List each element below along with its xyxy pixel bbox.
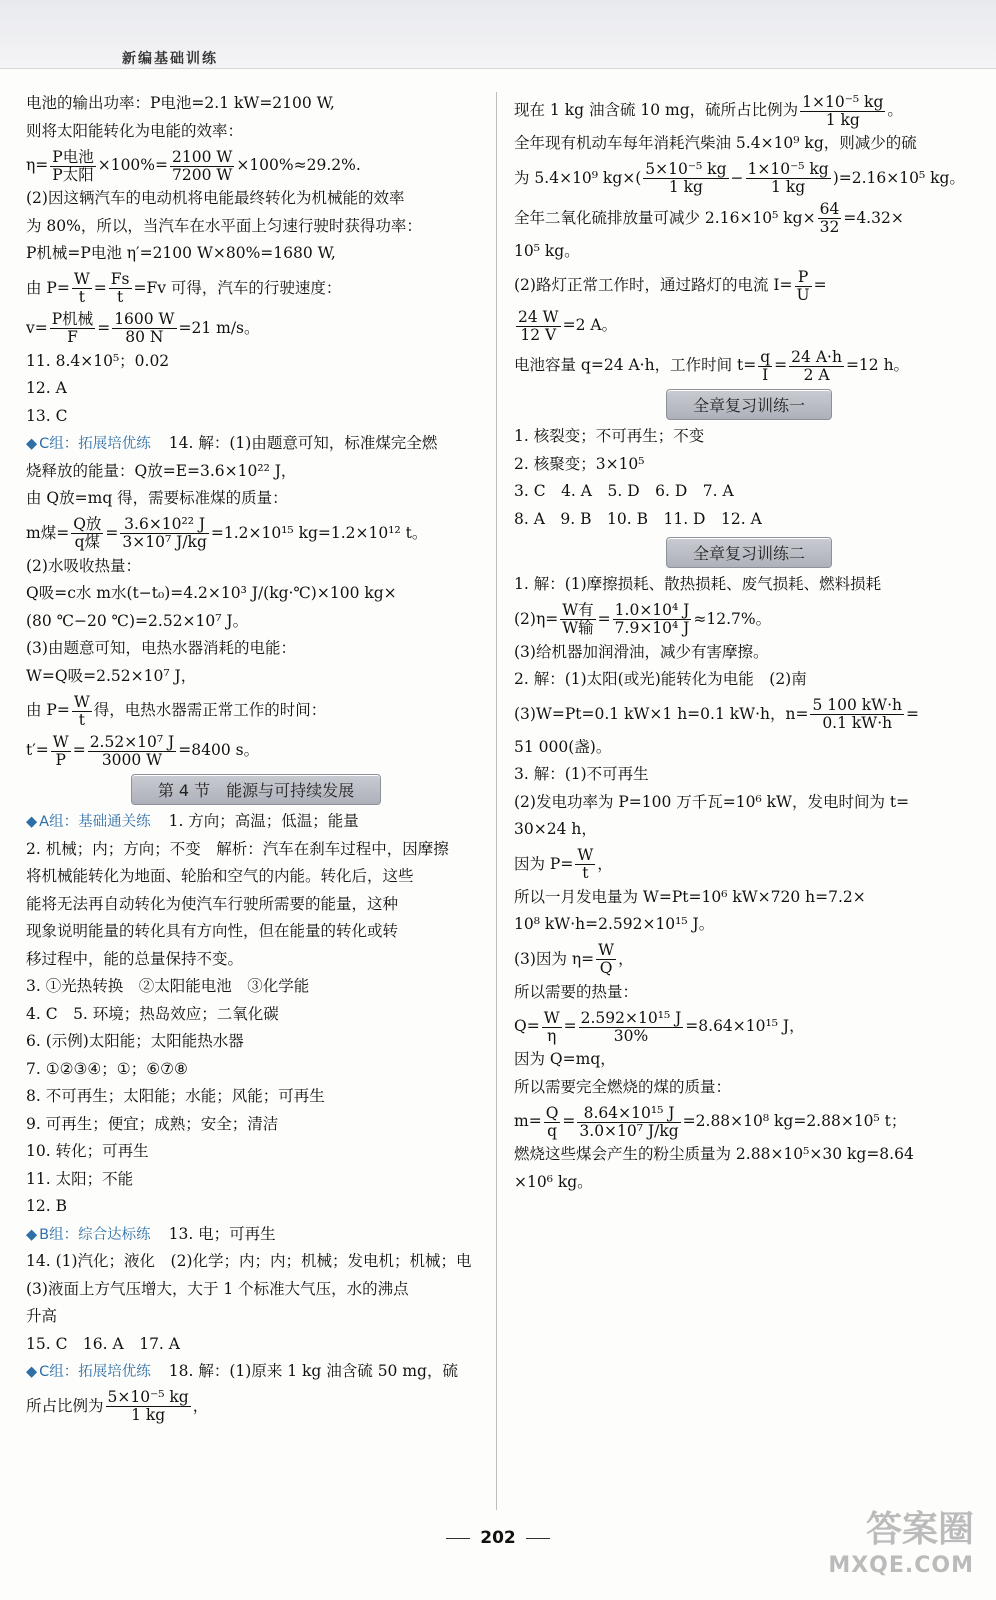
formula-text: = (774, 356, 788, 374)
answer-12: 12. A (26, 379, 67, 397)
answer-10: 10. 转化；可再生 (26, 1142, 149, 1160)
answer-13b: 13. 电；可再生 (168, 1224, 276, 1243)
review1-answer-3: 3. C 4. A 5. D 6. D 7. A (514, 482, 734, 500)
denominator: P太阳 (52, 165, 94, 184)
text-line: P机械=P电池 η′=2100 W×80%=1680 W, (26, 244, 336, 262)
numerator: W (73, 692, 90, 711)
denominator: 32 (819, 218, 840, 236)
formula-text: =12 h。 (845, 356, 910, 374)
fraction (72, 694, 92, 729)
answer-8: 8. 不可再生；太阳能；水能；风能；可再生 (26, 1087, 325, 1105)
formula-text: 全年二氧化硫排放量可减少 2.16×10⁵ kg× (514, 208, 816, 227)
numerator: 24 W (518, 307, 559, 326)
denominator: W输 (562, 619, 594, 637)
denominator: 0.1 kW·h (822, 714, 893, 732)
numerator: 8.64×10¹⁵ J (577, 1105, 680, 1123)
numerator: W (52, 732, 69, 751)
formula-text: = (562, 1112, 576, 1130)
formula-line (514, 694, 984, 734)
text-line: (3)由题意可知，电热水器消耗的电能： (26, 639, 296, 657)
text-line: W=Q吸=2.52×10⁷ J， (26, 666, 197, 685)
answer-3: 3. ①光热转换 ②太阳能电池 ③化学能 (26, 977, 310, 995)
formula-text: 由 P= (26, 701, 70, 719)
formula-text: = (813, 276, 827, 294)
numerator: 2.592×10¹⁵ J (580, 1008, 682, 1027)
answer-6: 6. (示例)太阳能；太阳能热水器 (26, 1032, 244, 1050)
watermark-logo (798, 1509, 974, 1586)
formula-text: η= (26, 156, 49, 174)
page-number-text: 202 (480, 1528, 516, 1548)
formula-line (514, 90, 984, 130)
fraction (72, 271, 92, 306)
fraction (120, 516, 208, 551)
formula-text: (2)路灯正常工作时，通过路灯的电流 I= (514, 276, 793, 294)
text-line: 能将无法再自动转化为使汽车行驶所需要的能量，这种 (26, 894, 399, 913)
watermark-url: MXQE.COM (828, 1553, 974, 1578)
fraction (106, 1389, 191, 1424)
text-line: 所以需要完全燃烧的煤的质量： (514, 1077, 732, 1096)
numerator: W有 (562, 601, 594, 619)
fraction (88, 734, 177, 769)
group-label-text: A组：基础通关练 (39, 814, 151, 830)
numerator: W (73, 270, 90, 288)
formula-text: 为 5.4×10⁹ kg×( (514, 168, 642, 187)
text-line: 10⁵ kg。 (514, 241, 580, 260)
formula-line (26, 690, 486, 730)
formula-text: =8.64×10¹⁵ J， (685, 1017, 805, 1035)
answer-11b: 11. 太阳；不能 (26, 1169, 134, 1188)
formula-text: ， (618, 949, 634, 968)
text-line (26, 1358, 486, 1386)
answer-4: 4. C 5. 环境；热岛效应；二氧化碳 (26, 1004, 279, 1023)
numerator: q (760, 347, 771, 366)
formula-text: =21 m/s。 (178, 318, 260, 337)
fraction (109, 271, 132, 306)
text-line: (2)因这辆汽车的电动机将电能最终转化为机械能的效率 (26, 189, 405, 207)
text-line: (3)给机器加润滑油，减少有害摩擦。 (514, 642, 769, 661)
denominator: 80 N (125, 328, 164, 346)
text-line: (2)水吸收热量： (26, 556, 141, 575)
group-label-c (26, 1359, 151, 1387)
numerator: W (598, 941, 615, 959)
formula-text: = (563, 1017, 577, 1035)
fraction (613, 602, 692, 637)
text-line: 升高 (26, 1307, 58, 1325)
numerator: P机械 (51, 310, 94, 328)
text-line: 30×24 h， (514, 820, 597, 838)
formula-text: = (97, 318, 111, 337)
numerator: 2.52×10⁷ J (89, 732, 175, 751)
formula-text: ×100%= (97, 156, 169, 174)
numerator: 64 (819, 200, 840, 218)
formula-text: v= (26, 318, 48, 337)
denominator: q (547, 1121, 558, 1140)
formula-text: − (730, 168, 744, 187)
formula-line (26, 1386, 486, 1426)
text-line (26, 1221, 486, 1249)
left-column (26, 90, 486, 1426)
review2-answer-3: 3. 解：(1)不可再生 (514, 765, 649, 783)
section-banner (514, 387, 984, 421)
numerator: 1.0×10⁴ J (614, 601, 690, 619)
fraction (50, 311, 95, 346)
fraction (746, 161, 831, 196)
review1-answer-2: 2. 核聚变；3×10⁵ (514, 454, 645, 473)
formula-text: =Fv 可得，汽车的行驶速度： (133, 278, 342, 297)
review1-answer-1: 1. 核裂变；不可再生；不变 (514, 427, 705, 445)
text-line: 51 000(盏)。 (514, 737, 612, 756)
text-line: 10⁸ kW·h=2.592×10¹⁵ J。 (514, 915, 715, 933)
numerator: 5 100 kW·h (812, 696, 902, 714)
formula-text: 。 (887, 101, 903, 119)
formula-text: 由 P= (26, 278, 70, 297)
denominator: 1 kg (825, 110, 860, 129)
text-line: 将机械能转化为地面、轮胎和空气的内能。转化后，这些 (26, 867, 414, 885)
formula-line (26, 730, 486, 770)
answer-9: 9. 可再生；便宜；成熟；安全；清洁 (26, 1114, 279, 1133)
review1-answer-8: 8. A 9. B 10. B 11. D 12. A (514, 509, 762, 528)
formula-text: Q= (514, 1017, 540, 1035)
formula-text: (2)η= (514, 609, 559, 628)
section-title: 全章复习训练一 (666, 389, 832, 420)
numerator: 24 A·h (791, 347, 842, 366)
numerator: 1×10⁻⁵ kg (747, 160, 829, 178)
denominator: t (78, 288, 85, 306)
formula-line (514, 1006, 984, 1046)
answer-7: 7. ①②③④；①；⑥⑦⑧ (26, 1059, 188, 1078)
formula-line (26, 513, 486, 553)
denominator: I (762, 365, 769, 384)
answer-14: 14. 解：(1)由题意可知，标准煤完全燃 (168, 434, 438, 452)
denominator: t (78, 710, 85, 729)
denominator: 3×10⁷ J/kg (122, 533, 207, 551)
group-label-text: C组：拓展培优练 (39, 436, 151, 452)
formula-line (514, 305, 984, 345)
fraction (577, 1105, 680, 1140)
fraction (579, 1010, 684, 1045)
formula-line (514, 939, 984, 979)
diamond-icon: ◆ (26, 1226, 38, 1243)
formula-text: ≈12.7%。 (693, 609, 772, 628)
numerator: W (577, 846, 594, 864)
formula-text: t′= (26, 741, 49, 759)
numerator: Q (545, 1103, 559, 1122)
numerator: 5×10⁻⁵ kg (645, 160, 727, 178)
answer-14b: 14. (1)汽化；液化 (2)化学；内；内；机械；发电机；机械；电 (26, 1252, 472, 1270)
formula-text: (3)W=Pt=0.1 kW×1 h=0.1 kW·h，n= (514, 704, 809, 723)
text-line: 则将太阳能转化为电能的效率： (26, 121, 244, 140)
diamond-icon: ◆ (26, 814, 38, 830)
denominator: 1 kg (771, 178, 806, 196)
answer-11: 11. 8.4×10⁵；0.02 (26, 351, 170, 370)
denominator: U (796, 285, 810, 304)
formula-line (26, 145, 486, 185)
numerator: 3.6×10²² J (120, 516, 208, 534)
denominator: 3.0×10⁷ J/kg (579, 1121, 679, 1140)
formula-line (514, 844, 984, 884)
formula-text: (3)因为 η= (514, 949, 595, 968)
text-line: 燃烧这些煤会产生的粉尘质量为 2.88×10⁵×30 kg=8.64 (514, 1145, 914, 1163)
group-label-text: B组：综合达标练 (39, 1226, 151, 1243)
group-label-c (26, 431, 151, 459)
watermark-text: 答案圈 (865, 1509, 974, 1550)
formula-text: ， (192, 1396, 209, 1415)
fraction (516, 309, 561, 344)
numerator: 2100 W (172, 147, 233, 166)
formula-text: = (597, 609, 611, 628)
numerator: 5×10⁻⁵ kg (107, 1388, 189, 1406)
fraction (800, 94, 885, 129)
formula-line (514, 345, 984, 385)
denominator: q煤 (74, 533, 101, 551)
text-line: 全年现有机动车每年消耗汽柴油 5.4×10⁹ kg，则减少的硫 (514, 134, 917, 152)
fraction (112, 311, 176, 346)
formula-text: =4.32× (843, 208, 904, 227)
formula-text: 电池容量 q=24 A·h，工作时间 t= (514, 356, 757, 374)
formula-text: =8400 s。 (178, 741, 260, 759)
group-label-text: C组：拓展培优练 (39, 1364, 151, 1380)
formula-text: 因为 P= (514, 854, 574, 873)
diamond-icon: ◆ (26, 436, 38, 452)
diamond-icon: ◆ (26, 1364, 38, 1380)
fraction (542, 1010, 562, 1045)
formula-text: ×100%≈29.2%. (236, 156, 361, 174)
section-title: 全章复习训练二 (666, 537, 832, 568)
fraction (170, 149, 234, 184)
formula-text: = (105, 523, 119, 542)
formula-text: =1.2×10¹⁵ kg=1.2×10¹² t。 (210, 523, 428, 542)
fraction (818, 201, 842, 236)
answer-1: 1. 方向；高温；低温；能量 (168, 812, 359, 830)
answer-12b: 12. B (26, 1197, 67, 1215)
formula-line (514, 265, 984, 305)
right-column (514, 90, 984, 1196)
group-label-a (26, 809, 151, 837)
fraction (643, 161, 728, 196)
text-line (26, 430, 486, 458)
section-banner (514, 535, 984, 569)
review2-answer-1: 1. 解：(1)摩擦损耗、散热损耗、废气损耗、燃料损耗 (514, 575, 882, 593)
section-title: 第 4 节 能源与可持续发展 (131, 774, 381, 805)
text-line (26, 808, 486, 836)
fraction (758, 349, 772, 384)
numerator: P (795, 269, 812, 287)
answer-15: 15. C 16. A 17. A (26, 1334, 180, 1353)
group-label-b (26, 1222, 151, 1250)
formula-text: 所占比例为 (26, 1396, 104, 1415)
section-banner (26, 772, 486, 806)
text-line: (2)发电功率为 P=100 万千瓦=10⁶ kW，发电时间为 t= (514, 792, 910, 811)
formula-text: =2.88×10⁸ kg=2.88×10⁵ t； (682, 1112, 907, 1130)
denominator: 12 V (520, 325, 557, 344)
denominator: Q (599, 959, 613, 977)
formula-text: m煤= (26, 523, 70, 542)
formula-text: = (72, 741, 86, 759)
text-line: (80 ℃−20 ℃)=2.52×10⁷ J。 (26, 611, 249, 630)
formula-text: = (93, 278, 107, 297)
text-line: 因为 Q=mq， (514, 1050, 616, 1068)
numerator: W (543, 1008, 560, 1027)
review2-answer-2: 2. 解：(1)太阳(或光)能转化为电能 (2)南 (514, 670, 807, 688)
formula-text: )=2.16×10⁵ kg。 (832, 168, 965, 187)
formula-line (26, 268, 486, 308)
fraction (71, 516, 103, 551)
denominator: 7.9×10⁴ J (614, 619, 690, 637)
column-divider (496, 92, 497, 1510)
numerator: 1×10⁻⁵ kg (802, 92, 884, 111)
page-header (0, 0, 996, 69)
text-line: 移过程中，能的总量保持不变。 (26, 949, 244, 968)
fraction (789, 349, 844, 384)
numerator: Q放 (73, 515, 102, 533)
page-number-dash (526, 1538, 550, 1539)
formula-line (26, 308, 486, 348)
answer-18: 18. 解：(1)原来 1 kg 油含硫 50 mg，硫 (168, 1362, 458, 1380)
page-number-dash (446, 1538, 470, 1539)
formula-text: m= (514, 1112, 542, 1130)
book-title: 新编基础训练 (122, 51, 218, 67)
denominator: 2 A (803, 365, 830, 384)
denominator: 1 kg (131, 1406, 166, 1424)
denominator: t (582, 864, 589, 882)
text-line: 现象说明能量的转化具有方向性，但在能量的转化或转 (26, 922, 399, 940)
formula-text: =2 A。 (562, 316, 618, 334)
text-line: 电池的输出功率：P电池=2.1 kW=2100 W, (26, 94, 335, 112)
fraction (544, 1105, 561, 1140)
fraction (810, 697, 904, 732)
answer-13: 13. C (26, 406, 68, 425)
formula-text: ， (597, 854, 613, 873)
fraction (560, 602, 595, 637)
denominator: F (67, 328, 78, 346)
text-line: (3)液面上方气压增大，大于 1 个标准大气压，水的沸点 (26, 1279, 409, 1298)
formula-line (514, 1101, 984, 1141)
fraction (795, 269, 812, 304)
fraction (575, 847, 595, 882)
fraction (50, 149, 95, 184)
text-line: 烧释放的能量：Q放=E=3.6×10²² J， (26, 461, 297, 480)
denominator: 30% (613, 1026, 649, 1045)
formula-text: 现在 1 kg 油含硫 10 mg，硫所占比例为 (514, 101, 799, 119)
answer-2: 2. 机械；内；方向；不变 解析：汽车在刹车过程中，因摩擦 (26, 839, 449, 858)
text-line: ×10⁶ kg。 (514, 1172, 593, 1191)
denominator: P (55, 750, 66, 769)
denominator: 3000 W (101, 750, 163, 769)
formula-line (514, 158, 984, 198)
formula-line (514, 198, 984, 238)
numerator: Fs (110, 270, 130, 288)
fraction (596, 942, 616, 977)
formula-text: = (906, 704, 919, 723)
numerator: 1600 W (114, 310, 175, 328)
text-line: 为 80%，所以，当汽车在水平面上匀速行驶时获得功率： (26, 216, 422, 235)
formula-line (514, 599, 984, 639)
text-line: Q吸=c水 m水(t−t₀)=4.2×10³ J/(kg·℃)×100 kg× (26, 584, 397, 602)
denominator: 7200 W (172, 165, 233, 184)
text-line: 所以需要的热量： (514, 982, 639, 1001)
denominator: 1 kg (668, 178, 703, 196)
numerator: P电池 (52, 147, 94, 166)
text-line: 所以一月发电量为 W=Pt=10⁶ kW×720 h=7.2× (514, 887, 866, 906)
denominator: η (547, 1026, 557, 1045)
fraction (51, 734, 71, 769)
text-line: 由 Q放=mq 得，需要标准煤的质量： (26, 489, 288, 507)
denominator: t (117, 288, 124, 306)
formula-text: 得，电热水器需正常工作的时间： (93, 701, 327, 719)
